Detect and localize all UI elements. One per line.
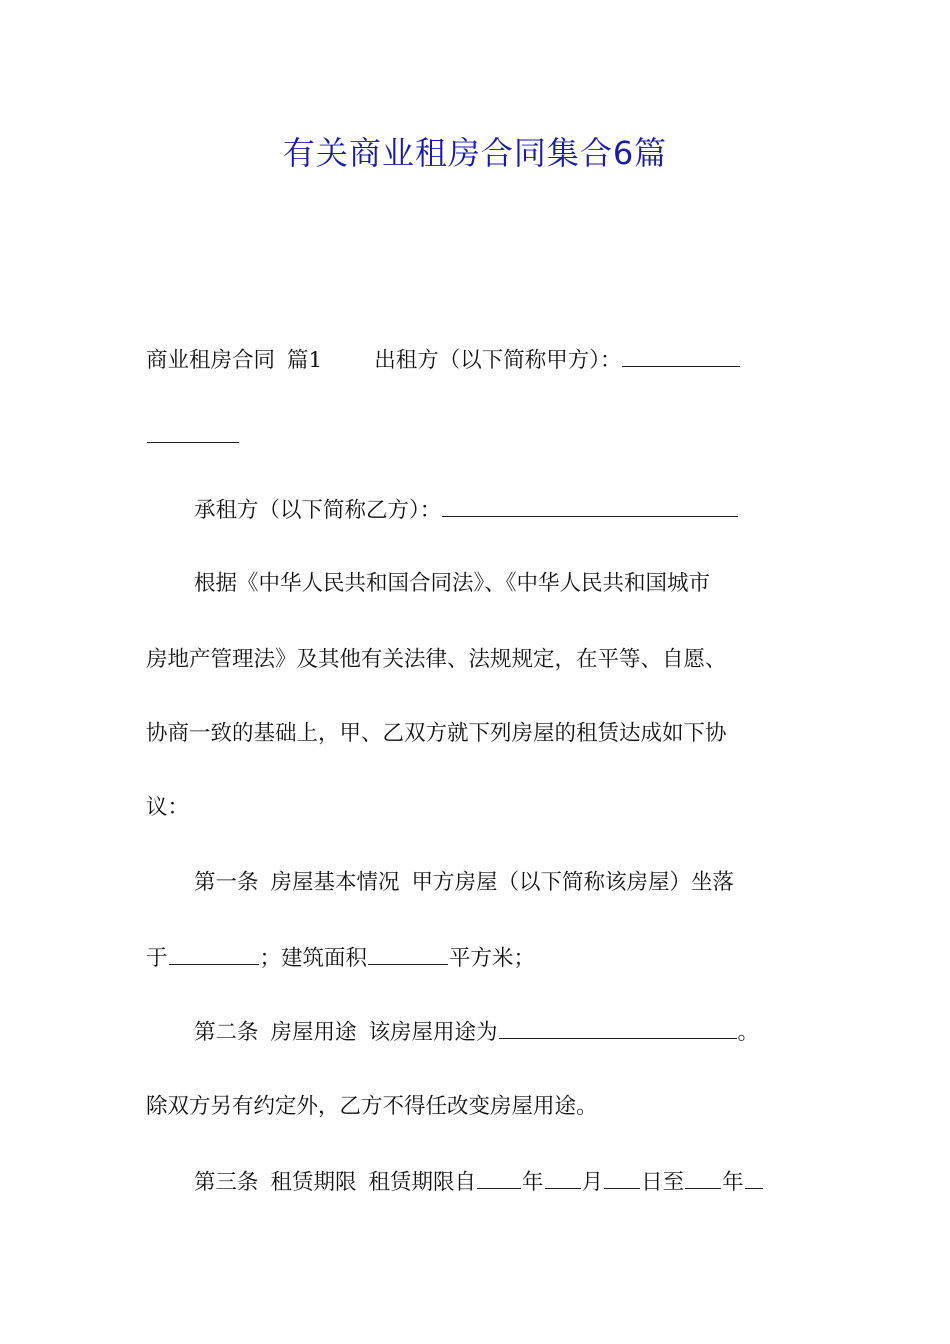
article-3-label: 第三条	[194, 1170, 259, 1195]
contract-heading: 商业租房合同	[146, 348, 276, 373]
basis-line-3: 协商一致的基础上，甲、乙双方就下列房屋的租赁达成如下协	[146, 721, 727, 746]
article-1-area-label: ；建筑面积	[259, 946, 368, 971]
lessee-blank	[442, 494, 738, 517]
article-1-label: 第一条	[194, 870, 259, 895]
article-1-heading: 房屋基本情况	[270, 870, 400, 895]
start-month-blank	[545, 1166, 581, 1189]
start-year-blank	[477, 1166, 521, 1189]
basis-line-2: 房地产管理法》及其他有关法律、法规规定，在平等、自愿、	[146, 647, 727, 672]
location-blank	[169, 942, 259, 965]
basis-line-4: 议：	[146, 795, 190, 820]
lessor-blank-continued	[146, 420, 240, 452]
day-to-label: 日至	[641, 1170, 685, 1195]
article-1-unit: 平方米；	[449, 946, 536, 971]
article-3-line-1	[194, 1166, 764, 1198]
article-2-line-2: 除双方另有约定外，乙方不得任改变房屋用途。	[146, 1094, 598, 1119]
start-day-blank	[604, 1166, 640, 1189]
document-title: 有关商业租房合同集合6篇	[282, 134, 668, 172]
month-label: 月	[581, 1170, 604, 1195]
end-month-blank	[745, 1166, 763, 1189]
article-3-heading: 租赁期限	[270, 1170, 357, 1195]
lessee-line	[194, 494, 739, 526]
end-year-blank	[685, 1166, 721, 1189]
area-blank	[368, 942, 448, 965]
article-2-text: 该房屋用途为	[368, 1020, 498, 1045]
contract-part: 篇1	[287, 348, 323, 373]
lessor-blank	[622, 344, 740, 367]
usage-blank	[499, 1016, 737, 1039]
year-label: 年	[522, 1170, 544, 1195]
article-2-line-1	[194, 1016, 759, 1048]
article-2-label: 第二条	[194, 1020, 259, 1045]
article-1-line-1	[194, 868, 734, 898]
article-2-heading: 房屋用途	[270, 1020, 357, 1045]
lessor-label: 出租方（以下简称甲方）：	[374, 348, 622, 373]
year-label-2: 年	[722, 1170, 744, 1195]
article-2-end: 。	[737, 1020, 760, 1045]
basis-line-1: 根据《中华人民共和国合同法》、《中华人民共和国城市	[194, 571, 711, 596]
article-1-located: 于	[146, 946, 168, 971]
lessor-blank-2	[147, 420, 239, 443]
article-3-text: 租赁期限自	[368, 1170, 477, 1195]
article-1-line-2	[146, 942, 535, 974]
lessor-line	[146, 344, 741, 376]
lessee-label: 承租方（以下简称乙方）：	[194, 498, 442, 523]
article-1-text: 甲方房屋（以下简称该房屋）坐落	[411, 870, 735, 895]
